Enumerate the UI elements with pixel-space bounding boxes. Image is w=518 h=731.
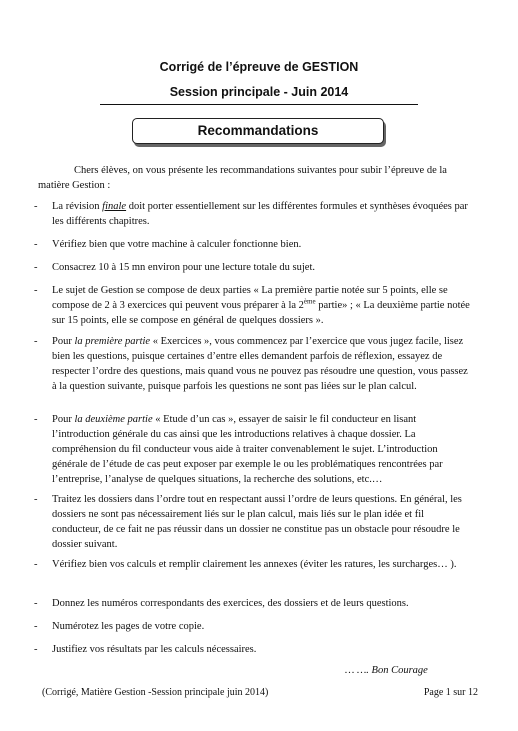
emphasis: la deuxième partie — [74, 414, 153, 425]
intro-paragraph: Chers élèves, on vous présente les recommandations suivantes pour subir l’épreuve de la matière Gestion : — [38, 165, 447, 191]
list-item: - Numérotez les pages de votre copie. — [34, 621, 205, 632]
section-title-box: Recommandations — [132, 118, 384, 144]
bullet-dash: - — [34, 239, 38, 250]
bullet-dash: - — [34, 559, 38, 570]
list-item: - Traitez les dossiers dans l’ordre tout en respectant aussi l’ordre de leurs questions. En général, les dossiers ne sont pas nécessairement liés sur le plan calcul, mais liés sur le plan idée et fil conducteur, de ce fait ne pas réussir dans un dossier ne constitue pas un obstacle pour résoudre le dossier suivant. — [34, 494, 462, 550]
emphasis: finale — [102, 201, 127, 212]
list-item: - Pour la première partie « Exercices », vous commencez par l’exercice que vous jugez facile, lisez bien les questions, puisque certaines d’entre elles demandent parfois de réflexion, essayez de respecter l’ordre des questions, mais quand vous ne pouvez pas résoudre une question, vous passez à la question suivante, puisque parfois les questions ne sont pas liées sur le plan calcul. — [34, 336, 468, 392]
list-item: - Vérifiez bien que votre machine à calculer fonctionne bien. — [34, 239, 302, 250]
bullet-dash: - — [34, 336, 38, 347]
bullet-dash: - — [34, 285, 38, 296]
list-item: - Vérifiez bien vos calculs et remplir clairement les annexes (éviter les ratures, les surcharges… ). — [34, 559, 457, 570]
list-item: - Consacrez 10 à 15 mn environ pour une lecture totale du sujet. — [34, 262, 316, 273]
bullet-dash: - — [34, 621, 38, 632]
list-item: - Pour la deuxième partie « Etude d’un cas », essayer de saisir le fil conducteur en lisant l’introduction générale du cas ainsi que les introductions relatives à chaque dossier. La compréhension du fil conducteur vous aide à traiter convenablement le sujet. L’introduction générale de l’étude de cas peut exposer par exemple le ou les problématiques rencontrées par l’entreprise, l’analyse de quelques situations, la recherche des solutions, etc.… — [34, 414, 443, 485]
title-underline — [100, 104, 418, 105]
list-item: - Le sujet de Gestion se compose de deux parties « La première partie notée sur 5 points, elle se compose de 2 à 3 exercices qui peuvent vous préparer à la 2ème partie» ; « La deuxième partie notée sur 15 points, elle se compose en général de quelques dossiers ». — [34, 285, 470, 326]
bullet-dash: - — [34, 414, 38, 425]
bullet-dash: - — [34, 598, 38, 609]
bullet-dash: - — [34, 262, 38, 273]
list-item: - La révision finale doit porter essentiellement sur les différentes formules et synthèses évoquées par les différents chapitres. — [34, 201, 468, 227]
document-title: Corrigé de l’épreuve de GESTION — [159, 60, 359, 74]
bullet-dash: - — [34, 644, 38, 655]
bullet-dash: - — [34, 201, 38, 212]
emphasis: la première partie — [74, 336, 151, 347]
list-item: - Donnez les numéros correspondants des exercices, des dossiers et de leurs questions. — [34, 598, 409, 609]
bullet-dash: - — [34, 494, 38, 505]
footer-source: (Corrigé, Matière Gestion -Session principale juin 2014) — [42, 687, 269, 698]
closing-note: … …. Bon Courage — [345, 665, 428, 676]
list-item: - Justifiez vos résultats par les calculs nécessaires. — [34, 644, 257, 655]
session-subtitle: Session principale - Juin 2014 — [169, 85, 349, 99]
page-number: Page 1 sur 12 — [423, 687, 478, 698]
